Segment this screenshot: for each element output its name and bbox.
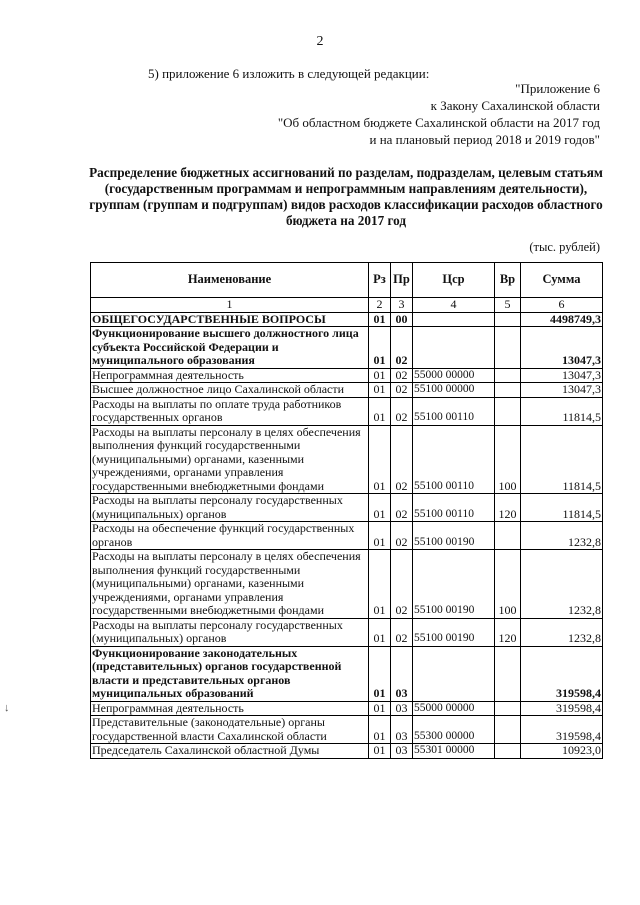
page-number: 2 xyxy=(316,34,324,49)
row-csr: 55000 00000 xyxy=(413,701,495,716)
row-vr xyxy=(495,327,521,369)
appendix-line-3: "Об областном бюджете Сахалинской области на 2017 год xyxy=(277,115,600,130)
header-pr: Пр xyxy=(391,263,413,298)
table-body xyxy=(91,312,603,758)
colnum-rz: 2 xyxy=(369,298,391,313)
row-csr: 55301 00000 xyxy=(413,744,495,759)
row-csr xyxy=(413,312,495,327)
row-vr: 100 xyxy=(495,550,521,619)
row-sum: 11814,5 xyxy=(521,397,603,425)
appendix-line-4: и на плановый период 2018 и 2019 годов" xyxy=(369,132,600,147)
row-rz: 01 xyxy=(369,383,391,398)
row-csr: 55100 00000 xyxy=(413,383,495,398)
table-row xyxy=(91,327,603,369)
row-sum: 10923,0 xyxy=(521,744,603,759)
row-name: Расходы на выплаты персоналу государственных (муниципальных) органов xyxy=(91,494,369,522)
row-rz: 01 xyxy=(369,494,391,522)
row-pr: 03 xyxy=(391,716,413,744)
table-row xyxy=(91,618,603,646)
row-pr: 00 xyxy=(391,312,413,327)
margin-mark: ↓ xyxy=(4,702,10,714)
row-rz: 01 xyxy=(369,522,391,550)
row-csr: 55100 00190 xyxy=(413,522,495,550)
row-rz: 01 xyxy=(369,327,391,369)
row-csr: 55100 00110 xyxy=(413,425,495,494)
row-csr: 55100 00190 xyxy=(413,618,495,646)
row-vr xyxy=(495,312,521,327)
column-number-row xyxy=(91,298,603,313)
table-row xyxy=(91,383,603,398)
colnum-sum: 6 xyxy=(521,298,603,313)
table-row xyxy=(91,744,603,759)
row-sum: 1232,8 xyxy=(521,550,603,619)
row-sum: 13047,3 xyxy=(521,383,603,398)
row-csr xyxy=(413,327,495,369)
row-name: Расходы на выплаты персоналу в целях обеспечения выполнения функций государственными (муниципальными) органами, казенными учреждениями, органами управления государственными внебюджетными фондами xyxy=(91,425,369,494)
table-row xyxy=(91,494,603,522)
row-sum: 4498749,3 xyxy=(521,312,603,327)
row-pr: 03 xyxy=(391,701,413,716)
table-row xyxy=(91,425,603,494)
row-csr: 55000 00000 xyxy=(413,368,495,383)
budget-table xyxy=(90,262,603,759)
row-sum: 319598,4 xyxy=(521,701,603,716)
row-csr: 55300 00000 xyxy=(413,716,495,744)
row-rz: 01 xyxy=(369,312,391,327)
document-title: Распределение бюджетных ассигнований по разделам, подразделам, целевым статьям (государственным программам и непрограммным направлениям деятельности), группам (группам и подгруппам) видов расходов классификации расходов областного бюджета на 2017 год xyxy=(89,165,603,228)
row-vr xyxy=(495,716,521,744)
row-name: ОБЩЕГОСУДАРСТВЕННЫЕ ВОПРОСЫ xyxy=(91,312,369,327)
row-pr: 02 xyxy=(391,368,413,383)
row-name: Функционирование законодательных (представительных) органов государственной власти и представительных органов муниципальных образований xyxy=(91,646,369,701)
row-name: Расходы на выплаты персоналу государственных (муниципальных) органов xyxy=(91,618,369,646)
row-sum: 319598,4 xyxy=(521,716,603,744)
row-sum: 1232,8 xyxy=(521,522,603,550)
row-csr: 55100 00110 xyxy=(413,397,495,425)
header-sum: Сумма xyxy=(521,263,603,298)
colnum-csr: 4 xyxy=(413,298,495,313)
row-pr: 02 xyxy=(391,327,413,369)
row-vr xyxy=(495,701,521,716)
header-csr: Цср xyxy=(413,263,495,298)
table-header-row xyxy=(91,263,603,298)
units-label: (тыс. рублей) xyxy=(529,240,600,254)
row-rz: 01 xyxy=(369,397,391,425)
appendix-line-1: "Приложение 6 xyxy=(515,81,600,96)
row-vr xyxy=(495,383,521,398)
row-name: Непрограммная деятельность xyxy=(91,368,369,383)
row-rz: 01 xyxy=(369,618,391,646)
row-name: Расходы на обеспечение функций государственных органов xyxy=(91,522,369,550)
row-rz: 01 xyxy=(369,716,391,744)
table-row xyxy=(91,368,603,383)
row-pr: 02 xyxy=(391,425,413,494)
row-rz: 01 xyxy=(369,550,391,619)
table-row xyxy=(91,716,603,744)
table-row xyxy=(91,522,603,550)
table-row xyxy=(91,701,603,716)
row-name: Представительные (законодательные) органы государственной власти Сахалинской области xyxy=(91,716,369,744)
row-pr: 02 xyxy=(391,397,413,425)
row-vr: 120 xyxy=(495,494,521,522)
row-rz: 01 xyxy=(369,425,391,494)
table-row xyxy=(91,397,603,425)
row-vr xyxy=(495,368,521,383)
row-pr: 02 xyxy=(391,494,413,522)
row-pr: 02 xyxy=(391,522,413,550)
row-name: Расходы на выплаты персоналу в целях обеспечения выполнения функций государственными (муниципальными) органами, казенными учреждениями, органами управления государственными внебюджетными фондами xyxy=(91,550,369,619)
row-csr xyxy=(413,646,495,701)
row-pr: 02 xyxy=(391,618,413,646)
row-pr: 02 xyxy=(391,550,413,619)
row-csr: 55100 00190 xyxy=(413,550,495,619)
row-vr xyxy=(495,744,521,759)
intro-text: 5) приложение 6 изложить в следующей редакции: xyxy=(148,66,430,81)
header-vr: Вр xyxy=(495,263,521,298)
appendix-reference xyxy=(278,80,600,148)
row-pr: 02 xyxy=(391,383,413,398)
row-sum: 1232,8 xyxy=(521,618,603,646)
row-vr xyxy=(495,397,521,425)
header-rz: Рз xyxy=(369,263,391,298)
row-name: Высшее должностное лицо Сахалинской области xyxy=(91,383,369,398)
row-pr: 03 xyxy=(391,646,413,701)
table-row xyxy=(91,312,603,327)
row-name: Функционирование высшего должностного лица субъекта Российской Федерации и муниципального образования xyxy=(91,327,369,369)
row-sum: 13047,3 xyxy=(521,327,603,369)
row-sum: 319598,4 xyxy=(521,646,603,701)
row-rz: 01 xyxy=(369,744,391,759)
row-csr: 55100 00110 xyxy=(413,494,495,522)
colnum-name: 1 xyxy=(91,298,369,313)
row-vr: 100 xyxy=(495,425,521,494)
row-vr xyxy=(495,646,521,701)
colnum-pr: 3 xyxy=(391,298,413,313)
row-name: Председатель Сахалинской областной Думы xyxy=(91,744,369,759)
row-pr: 03 xyxy=(391,744,413,759)
appendix-line-2: к Закону Сахалинской области xyxy=(430,98,600,113)
table-row xyxy=(91,646,603,701)
row-name: Непрограммная деятельность xyxy=(91,701,369,716)
header-name: Наименование xyxy=(91,263,369,298)
row-sum: 11814,5 xyxy=(521,425,603,494)
row-vr: 120 xyxy=(495,618,521,646)
colnum-vr: 5 xyxy=(495,298,521,313)
row-vr xyxy=(495,522,521,550)
row-sum: 11814,5 xyxy=(521,494,603,522)
row-rz: 01 xyxy=(369,646,391,701)
row-rz: 01 xyxy=(369,368,391,383)
row-name: Расходы на выплаты по оплате труда работников государственных органов xyxy=(91,397,369,425)
row-rz: 01 xyxy=(369,701,391,716)
table-row xyxy=(91,550,603,619)
row-sum: 13047,3 xyxy=(521,368,603,383)
